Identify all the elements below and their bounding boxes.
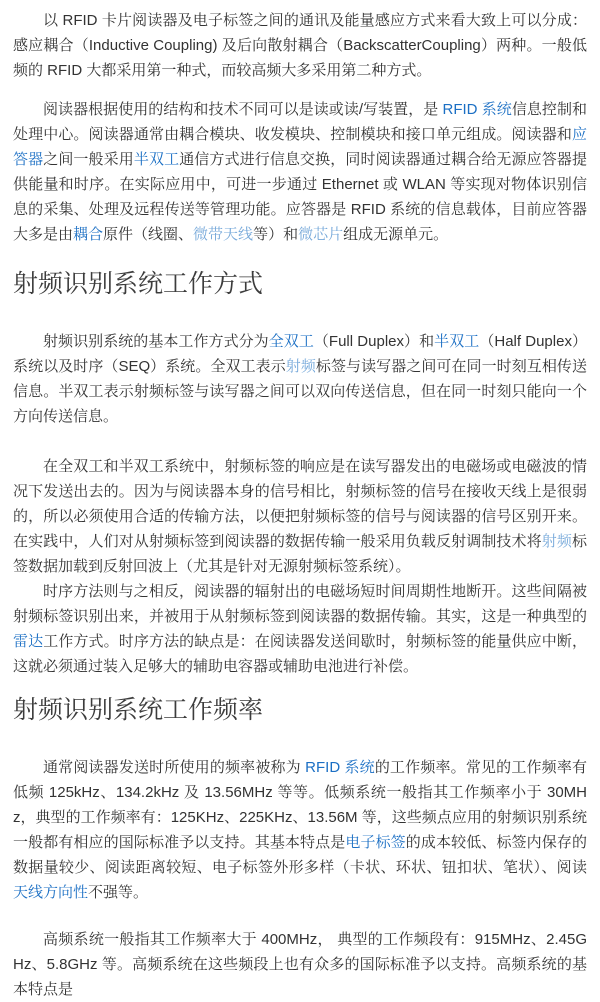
inline-link[interactable]: 天线方向性 [13,884,89,901]
inline-link[interactable]: 耦合 [73,226,104,243]
inline-link[interactable]: 电子标签 [345,834,406,851]
inline-link[interactable]: 应答器 [13,126,587,168]
paragraph-intro-coupling [13,8,587,83]
text-run: 标签与读写器之间可在同一时刻互相传送信息。半双工表示射频标签与读写器之间可以双向传送信息，但在同一时刻只能向一个方向传送信息。 [13,358,587,425]
inline-link[interactable]: 微芯片 [298,226,344,243]
text-run: 之间一般采用 [43,151,134,168]
inline-link[interactable]: RFID 系统 [442,101,512,118]
paragraph-reader-transponder [13,97,587,247]
text-run: 通信方式进行信息交换，同时阅读器通过耦合给无源应答器提供能量和时序。在实际应用中，可进一步通过 Ethernet 或 WLAN 等实现对物体识别信息的采集、处理及远程传送等管理功能。应答器是 RFID 系统的信息载体，目前应答器大多是由 [13,151,587,243]
paragraph-tag-response [13,454,587,579]
text-run: （Half Duplex）系统以及时序（SEQ）系统。全双工表示 [13,333,587,375]
paragraph-seq-method [13,579,587,679]
inline-link[interactable]: 半双工 [434,333,480,350]
text-run: 时序方法则与之相反，阅读器的辐射出的电磁场短时间周期性地断开。这些间隔被射频标签识别出来，并被用于从射频标签到阅读器的数据传输。其实，这是一种典型的 [13,583,587,625]
text-run: 在全双工和半双工系统中，射频标签的响应是在读写器发出的电磁场或电磁波的情况下发送出去的。因为与阅读器本身的信号相比，射频标签的信号在接收天线上是很弱的，所以必须使用合适的传输方法，以便把射频标签的信号与阅读器的信号区别开来。在实践中，人们对从射频标签到阅读器的数据传输一般采用负载反射调制技术将 [13,458,587,550]
paragraph-high-frequency [13,927,587,1002]
text-run: 等）和 [253,226,299,243]
text-run: 以 RFID 卡片阅读器及电子标签之间的通讯及能量感应方式来看大致上可以分成：感应耦合（Inductive Coupling) 及后向散射耦合（BackscatterCoupling）两种。一般低频的 RFID 大都采用第一种式，而较高频大多采用第二种方式。 [13,12,587,79]
inline-link[interactable]: RFID 系统 [305,759,375,776]
text-run: （Full Duplex）和 [313,333,435,350]
text-run: 的成本较低、标签内保存的数据量较少、阅读距离较短、电子标签外形多样（卡状、环状、钮扣状、笔状）、阅读 [13,834,587,876]
inline-link[interactable]: 微带天线 [193,226,254,243]
text-run: 信息控制和处理中心。阅读器通常由耦合模块、收发模块、控制模块和接口单元组成。阅读器和 [13,101,587,143]
section-heading-work-mode: 射频识别系统工作方式 [13,270,264,298]
text-run: 工作方式。时序方法的缺点是：在阅读器发送间歇时，射频标签的能量供应中断，这就必须通过装入足够大的辅助电容器或辅助电池进行补偿。 [13,633,587,675]
inline-link[interactable]: 全双工 [268,333,314,350]
text-run: 通常阅读器发送时所使用的频率被称为 [43,759,306,776]
paragraph-low-frequency [13,755,587,905]
text-run: 标签数据加载到反射回波上（尤其是针对无源射频标签系统）。 [13,533,587,575]
text-run: 的工作频率。常见的工作频率有低频 125kHz、134.2kHz 及 13.56MHz 等等。低频系统一般指其工作频率小于 30MHz，典型的工作频率有：125KHz、225KHz、13.56M 等，这些频点应用的射频识别系统一般都有相应的国际标准予以支持。其基本特点是 [13,759,587,851]
text-run: 组成无源单元。 [343,226,449,243]
text-run: 不强等。 [88,884,149,901]
text-run: 阅读器根据使用的结构和技术不同可以是读或读/写装置，是 [43,101,443,118]
inline-link[interactable]: 射频 [541,533,572,550]
paragraph-duplex-modes [13,329,587,429]
inline-link[interactable]: 半双工 [133,151,180,168]
inline-link[interactable]: 雷达 [13,633,44,650]
inline-link[interactable]: 射频 [285,358,316,375]
text-run: 高频系统一般指其工作频率大于 400MHz， 典型的工作频段有：915MHz、2.45GHz、5.8GHz 等。高频系统在这些频段上也有众多的国际标准予以支持。高频系统的基本特点是 [13,931,587,998]
text-run: 射频识别系统的基本工作方式分为 [43,333,269,350]
text-run: 原件（线圈、 [103,226,194,243]
section-heading-frequency: 射频识别系统工作频率 [13,696,264,724]
